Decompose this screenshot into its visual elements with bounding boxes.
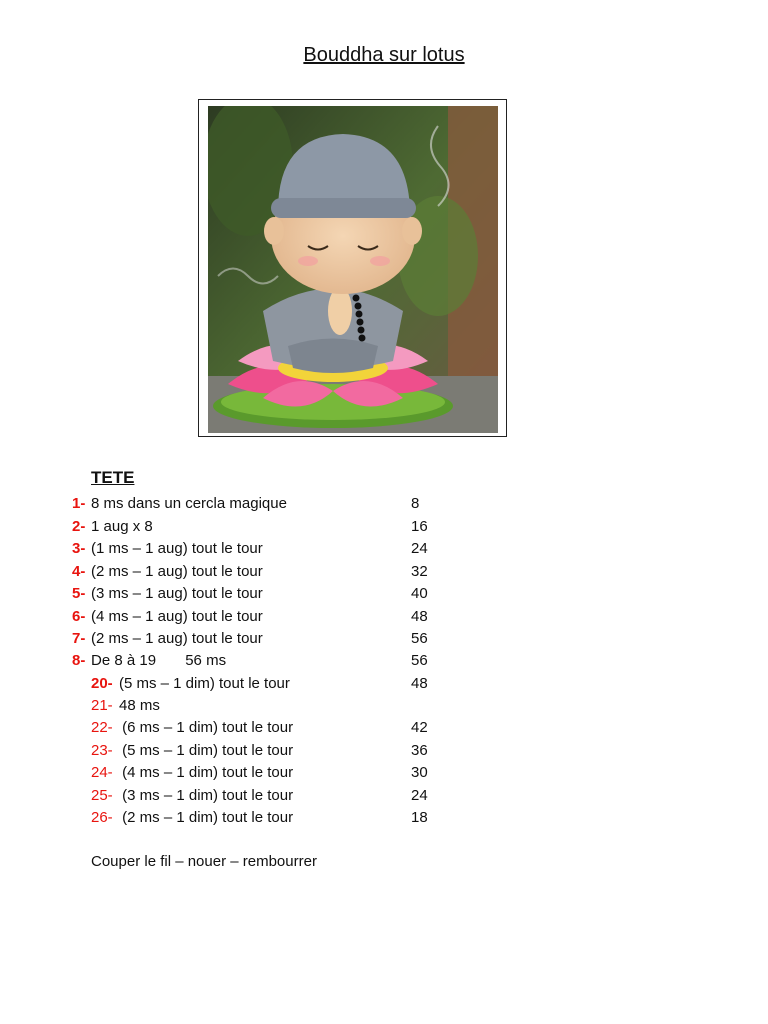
row-number: 3- (72, 540, 86, 557)
stitch-count: 56 (411, 630, 428, 647)
stitch-count: 30 (411, 764, 428, 781)
row-number: 8- (72, 652, 86, 669)
crochet-buddha-photo-icon (208, 106, 498, 433)
row-number: 26- (91, 809, 113, 826)
row-number: 2- (72, 518, 86, 535)
instruction-row (0, 606, 768, 628)
instruction-row (0, 762, 768, 784)
row-number: 1- (72, 495, 86, 512)
row-number: 23- (91, 742, 113, 759)
row-text: 1 aug x 8 (91, 518, 153, 535)
row-text: (4 ms – 1 dim) tout le tour (118, 764, 294, 781)
row-text: (6 ms – 1 dim) tout le tour (118, 719, 294, 736)
row-number: 24- (91, 764, 113, 781)
instruction-row (0, 785, 768, 807)
page-title: Bouddha sur lotus (303, 44, 465, 66)
row-number: 21- (91, 697, 113, 714)
row-text: (4 ms – 1 aug) tout le tour (91, 608, 263, 625)
stitch-count: 56 (411, 652, 428, 669)
instruction-row (0, 695, 768, 717)
stitch-count: 16 (411, 518, 428, 535)
row-text: (2 ms – 1 dim) tout le tour (118, 809, 294, 826)
stitch-count: 36 (411, 742, 428, 759)
instruction-row (0, 516, 768, 538)
row-number: 22- (91, 719, 113, 736)
stitch-count: 48 (411, 608, 428, 625)
instruction-row (0, 538, 768, 560)
stitch-count: 24 (411, 787, 428, 804)
row-number: 6- (72, 608, 86, 625)
row-text: (1 ms – 1 aug) tout le tour (91, 540, 263, 557)
stitch-count: 32 (411, 563, 428, 580)
row-text: (2 ms – 1 aug) tout le tour (91, 630, 263, 647)
row-text: 8 ms dans un cercla magique (91, 495, 287, 512)
stitch-count: 48 (411, 675, 428, 692)
instruction-row (0, 650, 768, 672)
row-text: (5 ms – 1 dim) tout le tour (119, 675, 290, 692)
instruction-row (0, 493, 768, 515)
row-number: 5- (72, 585, 86, 602)
instruction-row (0, 628, 768, 650)
photo-frame (198, 99, 507, 437)
stitch-count: 24 (411, 540, 428, 557)
instruction-row (0, 561, 768, 583)
row-number: 7- (72, 630, 86, 647)
instruction-row (0, 673, 768, 695)
footer-note: Couper le fil – nouer – rembourrer (91, 853, 317, 870)
stitch-count: 42 (411, 719, 428, 736)
row-number: 4- (72, 563, 86, 580)
stitch-count: 18 (411, 809, 428, 826)
row-text: De 8 à 19 56 ms (91, 652, 227, 669)
row-text: 48 ms (119, 697, 160, 714)
section-heading: TETE (91, 468, 135, 487)
instruction-row (0, 717, 768, 739)
stitch-count: 8 (411, 495, 420, 512)
row-number: 25- (91, 787, 113, 804)
instruction-row (0, 583, 768, 605)
row-text: (3 ms – 1 aug) tout le tour (91, 585, 263, 602)
stitch-count: 40 (411, 585, 428, 602)
row-text: (2 ms – 1 aug) tout le tour (91, 563, 263, 580)
row-text: (3 ms – 1 dim) tout le tour (118, 787, 294, 804)
row-text: (5 ms – 1 dim) tout le tour (118, 742, 294, 759)
instruction-row (0, 740, 768, 762)
instruction-row (0, 807, 768, 829)
row-number: 20- (91, 675, 113, 692)
